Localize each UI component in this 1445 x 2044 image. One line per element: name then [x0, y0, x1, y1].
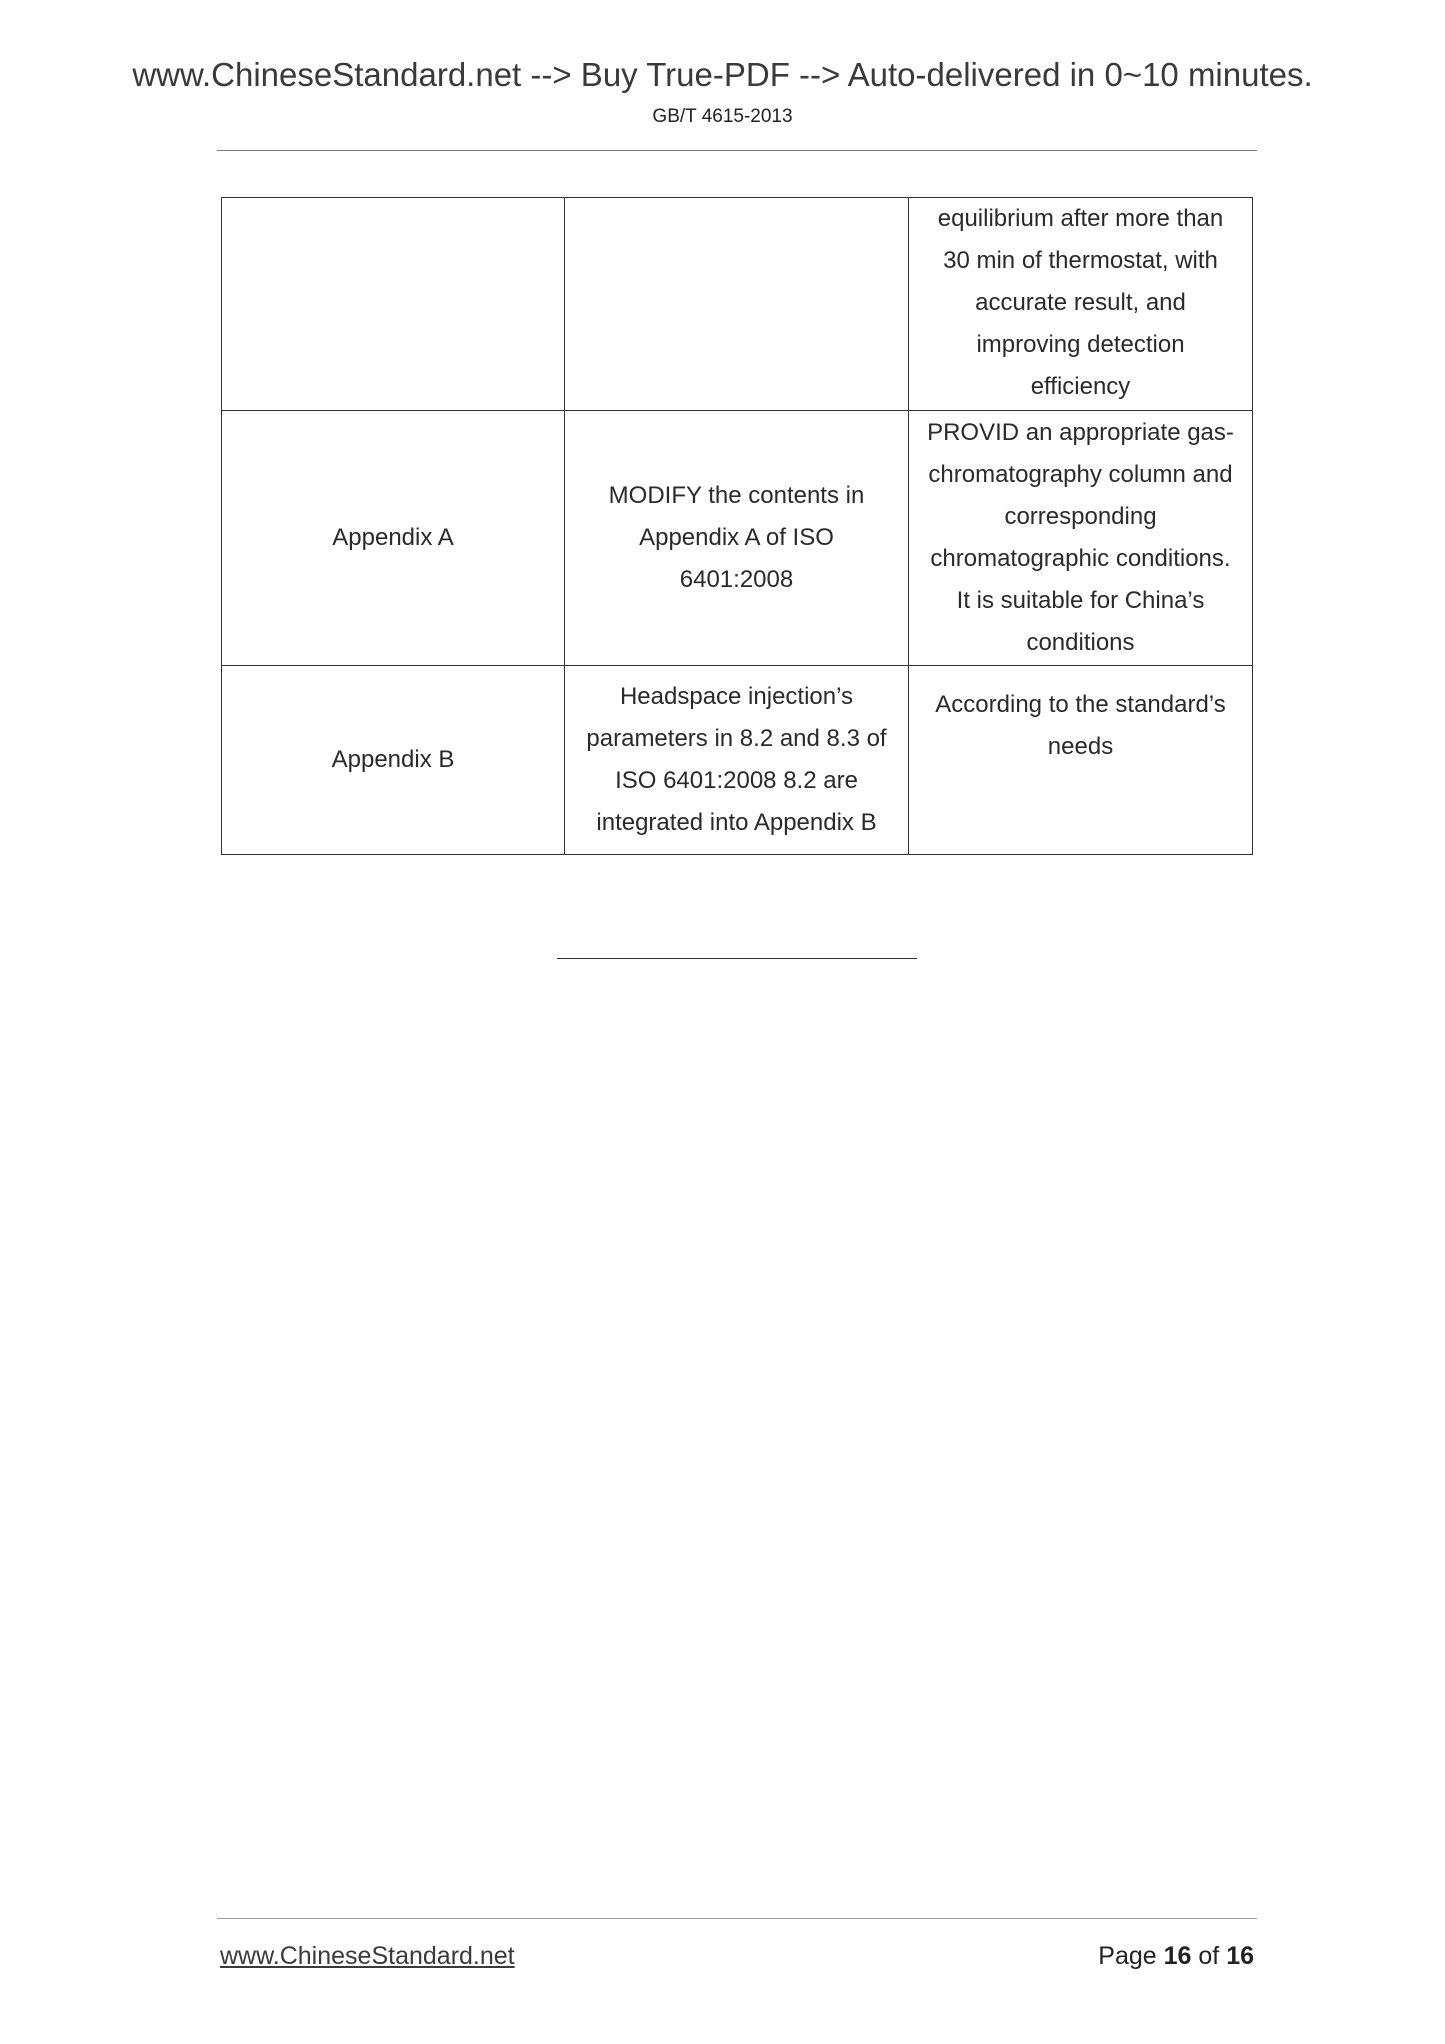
table-cell-clause: Appendix B [222, 666, 565, 855]
page-number [1098, 1942, 1254, 1971]
page-of-label: of [1198, 1942, 1220, 1970]
table-cell-difference: Headspace injection’s parameters in 8.2 and 8.3 of ISO 6401:2008 8.2 are integrated into Appendix B [565, 666, 909, 855]
technical-differences-table [221, 197, 1253, 855]
table-cell-reason: According to the standard’s needs [909, 666, 1253, 855]
footer-website-link[interactable]: www.ChineseStandard.net [220, 1942, 515, 1970]
page-current: 16 [1163, 1942, 1192, 1970]
header-banner: www.ChineseStandard.net --> Buy True-PDF --> Auto-delivered in 0~10 minutes. [132, 56, 1313, 93]
table-cell-clause [222, 198, 565, 411]
table-row [222, 198, 1253, 411]
table-cell-difference [565, 198, 909, 411]
standard-code: GB/T 4615-2013 [652, 106, 793, 127]
page-label: Page [1098, 1942, 1157, 1970]
table-row [222, 666, 1253, 855]
table-cell-reason: PROVID an appropriate gas- chromatography column and corresponding chromatographic conditions. It is suitable for China’s conditions [909, 411, 1253, 666]
table-cell-clause: Appendix A [222, 411, 565, 666]
table-row [222, 411, 1253, 666]
header-divider [217, 150, 1257, 151]
footer-divider [217, 1918, 1257, 1919]
table-cell-difference: MODIFY the contents in Appendix A of ISO 6401:2008 [565, 411, 909, 666]
end-of-document-rule [557, 958, 917, 959]
table-cell-reason: equilibrium after more than 30 min of thermostat, with accurate result, and improving detection efficiency [909, 198, 1253, 411]
page-total: 16 [1226, 1942, 1254, 1970]
